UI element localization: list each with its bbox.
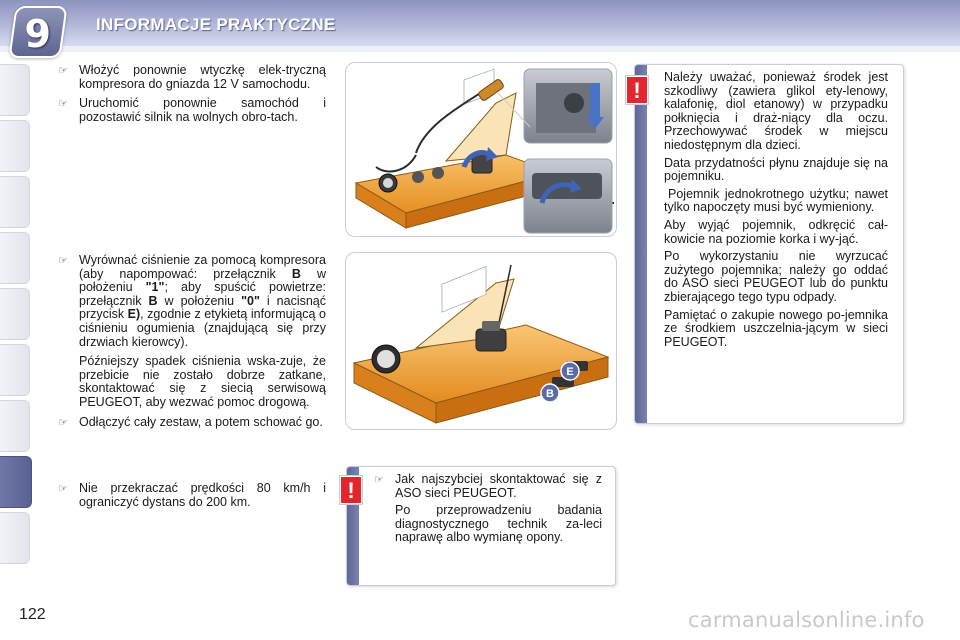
list-item: ☞ Jak najszybciej skontaktować się z ASO sieci PEUGEOT. <box>374 472 602 500</box>
pointing-finger-icon: ☞ <box>58 64 68 77</box>
chapter-tab[interactable] <box>0 512 30 564</box>
chapter-tab[interactable] <box>0 400 30 452</box>
warning-paragraph: Należy uważać, ponieważ środek jest szkodliwy (zawiera glikol ety-lenowy, kalafonię, diol etanowy) w przypadku połknięcia i draż-niący dla oczu. Przechowywać środek w miejscu niedostępnym dla dzieci. <box>664 70 888 152</box>
chapter-title: INFORMACJE PRAKTYCZNE <box>96 15 336 34</box>
callout-e-label: E <box>566 366 574 378</box>
chapter-tab-active[interactable] <box>0 456 32 508</box>
warning-paragraph: Pojemnik jednokrotnego użytku; nawet tylko napoczęty musi być wymieniony. <box>664 186 888 215</box>
compressor-connect-drawing <box>346 63 617 237</box>
pointing-finger-icon: ☞ <box>374 473 384 486</box>
page-number: 122 <box>19 606 46 623</box>
pointing-finger-icon: ☞ <box>58 254 68 267</box>
warning-accent-bar <box>635 65 647 423</box>
warning-text-sealant <box>664 71 888 353</box>
paragraph: Późniejszy spadek ciśnienia wska-zuje, że przebicie nie zostało dobrze zatkane, skontaktować się z siecią serwisową PEUGEOT, aby wezwać pomoc drogową. <box>79 354 326 409</box>
illustration-compressor-controls <box>345 252 617 430</box>
list-item: ☞ Wyrównać ciśnienie za pomocą kompresora (aby napompować: przełącznik B w położeniu "1"; aby spuścić powietrze: przełącznik B w położeniu "0" i nacisnąć przycisk E), zgodnie z etykietą informującą o ciśnieniu ogumienia (znajdującą się przy drzwiach kierowcy). <box>58 253 327 349</box>
list-item: ☞ Odłączyć cały zestaw, a potem schować go. <box>58 414 323 429</box>
list-item: ☞ Włożyć ponownie wtyczkę elek-tryczną kompresora do gniazda 12 V samochodu. <box>58 63 326 91</box>
chapter-tab[interactable] <box>0 176 30 228</box>
list-item: ☞ Uruchomić ponownie samochód i pozostawić silnik na wolnych obro-tach. <box>58 96 326 124</box>
instructions-column-a <box>58 64 326 130</box>
chapter-tab[interactable] <box>0 120 30 172</box>
instructions-column-c <box>58 482 326 515</box>
callout-b-label: B <box>546 388 554 400</box>
warning-text-service <box>374 473 602 551</box>
watermark: carmanualsonline.info <box>688 608 925 632</box>
chapter-tab[interactable] <box>0 344 30 396</box>
header-strip <box>0 46 960 52</box>
warning-paragraph: Data przydatności płynu znajduje się na pojemniku. <box>664 155 888 184</box>
chapter-index-tabs <box>0 64 32 584</box>
chapter-number: 9 <box>24 12 51 56</box>
list-item: ☞ Nie przekraczać prędkości 80 km/h i ograniczyć dystans do 200 km. <box>58 481 326 509</box>
illustration-compressor-connect <box>345 62 617 237</box>
chapter-badge <box>8 6 67 58</box>
chapter-tab[interactable] <box>0 64 30 116</box>
chapter-tab[interactable] <box>0 288 30 340</box>
warning-paragraph: Pamiętać o zakupie nowego po-jemnika ze środkiem uszczelnia-jącym w sieci PEUGEOT. <box>664 307 888 349</box>
warning-paragraph: Aby wyjąć pojemnik, odkręcić cał-kowicie na poziomie korka i wy-jąć. <box>664 217 888 246</box>
compressor-controls-drawing <box>346 253 617 430</box>
warning-icon: ! <box>626 76 648 104</box>
pointing-finger-icon: ☞ <box>58 415 68 429</box>
chapter-tab[interactable] <box>0 232 30 284</box>
warning-icon: ! <box>340 476 362 504</box>
warning-paragraph: Po wykorzystaniu nie wyrzucać zużytego pojemnika; należy go oddać do ASO sieci PEUGEOT lub do punktu zbierającego tego typu odpady. <box>664 249 888 304</box>
paragraph: Po przeprowadzeniu badania diagnostycznego technik za-leci naprawę albo wymianę opony. <box>395 503 602 545</box>
instructions-column-b <box>58 254 326 435</box>
pointing-finger-icon: ☞ <box>58 482 68 495</box>
pointing-finger-icon: ☞ <box>58 97 68 111</box>
